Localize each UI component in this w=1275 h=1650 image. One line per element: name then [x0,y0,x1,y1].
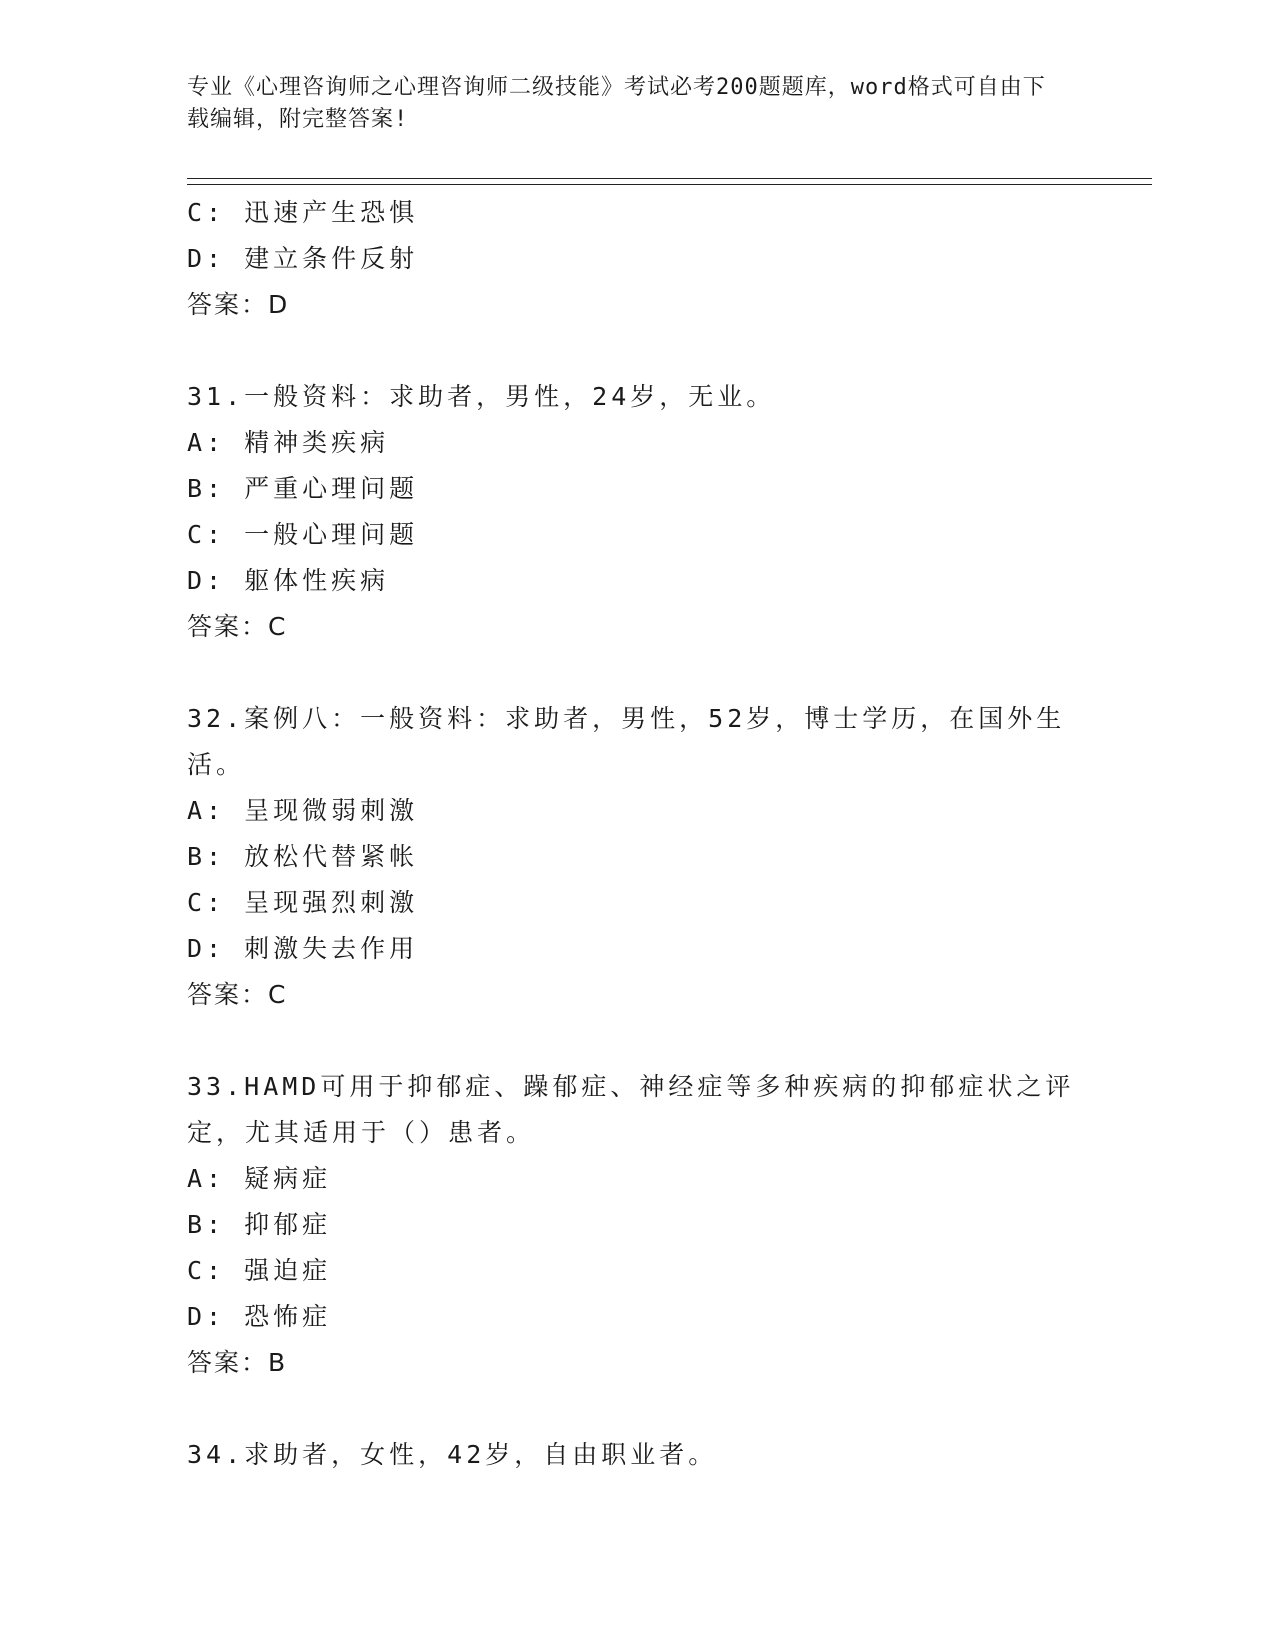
question-31 [187,374,1087,650]
question-content [187,190,1087,1478]
option-c: C: 迅速产生恐惧 [187,198,419,227]
option-a: A: 疑病症 [187,1164,332,1193]
answer-line: 答案：C [187,980,288,1009]
question-stem: 34.求助者，女性，42岁，自由职业者。 [187,1440,718,1469]
option-d: D: 刺激失去作用 [187,934,419,963]
question-stem: 33.HAMD可用于抑郁症、躁郁症、神经症等多种疾病的抑郁症状之评定，尤其适用于（）患者。 [187,1072,1075,1147]
question-34 [187,1432,1087,1478]
question-32 [187,696,1087,1018]
answer-line: 答案：C [187,612,288,641]
answer-line: 答案：B [187,1348,288,1377]
option-a: A: 呈现微弱刺激 [187,796,419,825]
answer-line: 答案：D [187,290,290,319]
option-b: B: 严重心理问题 [187,474,419,503]
option-b: B: 放松代替紧帐 [187,842,419,871]
option-a: A: 精神类疾病 [187,428,390,457]
option-d: D: 建立条件反射 [187,244,419,273]
question-stem: 32.案例八：一般资料：求助者，男性，52岁，博士学历，在国外生活。 [187,704,1066,779]
option-d: D: 躯体性疾病 [187,566,390,595]
option-c: C: 强迫症 [187,1256,332,1285]
page-header: 专业《心理咨询师之心理咨询师二级技能》考试必考200题题库，word格式可自由下载编辑，附完整答案! [187,75,1046,132]
carryover-block [187,190,1087,328]
question-33 [187,1064,1087,1386]
option-b: B: 抑郁症 [187,1210,332,1239]
option-c: C: 呈现强烈刺激 [187,888,419,917]
option-c: C: 一般心理问题 [187,520,419,549]
option-d: D: 恐怖症 [187,1302,332,1331]
header-divider [187,178,1152,185]
question-stem: 31.一般资料：求助者，男性，24岁，无业。 [187,382,776,411]
